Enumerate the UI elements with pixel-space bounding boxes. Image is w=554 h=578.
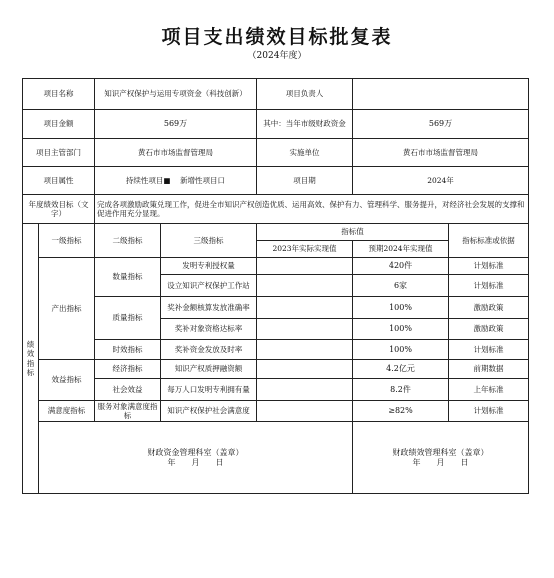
indicator-basis: 上年标准 [449,379,529,401]
indicator-basis: 激励政策 [449,297,529,319]
indicator-2024: 420件 [353,258,449,275]
attr-label: 项目属性 [23,167,95,195]
indicator-row [23,258,529,275]
col-level2: 二级指标 [95,224,161,258]
indicator-name: 发明专利授权量 [161,258,257,275]
row-goal [23,195,529,224]
indicator-basis: 计划标准 [449,275,529,297]
indicator-name: 奖补资金发放及时率 [161,340,257,360]
project-name-value: 知识产权保护与运用专项资金（科技创新） [95,79,257,110]
attr-option-new: 新增性项目口 [180,175,226,185]
indicator-row [23,401,529,422]
amount-value: 569万 [95,110,257,139]
indicator-2023 [257,379,353,401]
period-value: 2024年 [353,167,529,195]
indicator-2023 [257,340,353,360]
indicator-row [23,379,529,401]
indicator-name: 设立知识产权保护工作站 [161,275,257,297]
row-project-name [23,79,529,110]
fiscal-label: 其中：当年市级财政资金 [257,110,353,139]
indicator-2023 [257,275,353,297]
indicator-2024: ≥82% [353,401,449,422]
performance-office [353,422,529,494]
indicator-2024: 4.2亿元 [353,360,449,379]
sub-quality: 质量指标 [95,297,161,340]
sub-timeliness: 时效指标 [95,340,161,360]
indicator-2023 [257,319,353,340]
indicator-2024: 8.2件 [353,379,449,401]
col-value: 指标值 [257,224,449,241]
owner-label: 项目负责人 [257,79,353,110]
page-title: 项目支出绩效目标批复表 [161,26,393,48]
finance-fund-office [39,422,353,494]
indicator-2024: 6家 [353,275,449,297]
indicator-row [23,340,529,360]
page-year: （2024年度） [247,51,307,61]
indicator-row [23,360,529,379]
indicator-name: 奖补金额核算发放准确率 [161,297,257,319]
indicator-basis: 计划标准 [449,401,529,422]
indicator-basis: 激励政策 [449,319,529,340]
row-amount [23,110,529,139]
indicator-side-label [23,224,39,494]
indicator-basis: 前期数据 [449,360,529,379]
indicator-header-row [23,224,529,241]
indicator-2023 [257,360,353,379]
group-benefit: 效益指标 [39,360,95,401]
indicator-name: 每万人口发明专利拥有量 [161,379,257,401]
indicator-2024: 100% [353,319,449,340]
indicator-side-text: 绩效指标 [26,339,35,377]
owner-value [353,79,529,110]
indicator-name: 知识产权质押融资额 [161,360,257,379]
indicator-2024: 100% [353,297,449,319]
finance-fund-office-name: 财政资金管理科室（盖章） [147,447,244,457]
sub-service: 服务对象满意度指标 [95,401,161,422]
indicator-basis: 计划标准 [449,340,529,360]
amount-label: 项目金额 [23,110,95,139]
indicator-2023 [257,297,353,319]
attr-option-continuing: 持续性项目■ [125,175,171,185]
row-attribute [23,167,529,195]
dept-value: 黄石市市场监督管理局 [95,139,257,167]
col-level3: 三级指标 [161,224,257,258]
indicator-2023 [257,401,353,422]
approval-table [22,78,529,494]
exec-value: 黄石市市场监督管理局 [353,139,529,167]
indicator-name: 奖补对象资格达标率 [161,319,257,340]
finance-fund-office-date: 年 月 日 [167,457,224,467]
sub-quantity: 数量指标 [95,258,161,297]
sub-economic: 经济指标 [95,360,161,379]
col-2024: 预期2024年实现值 [353,241,449,258]
indicator-2023 [257,258,353,275]
col-level1: 一级指标 [39,224,95,258]
group-output: 产出指标 [39,258,95,360]
attr-options [95,167,257,195]
col-basis: 指标标准或依据 [449,224,529,258]
dept-label: 项目主管部门 [23,139,95,167]
signature-row [23,422,529,494]
goal-label: 年度绩效目标（文字） [23,195,95,224]
indicator-row [23,297,529,319]
sub-social: 社会效益 [95,379,161,401]
exec-label: 实施单位 [257,139,353,167]
indicator-basis: 计划标准 [449,258,529,275]
indicator-name: 知识产权保护社会满意度 [161,401,257,422]
performance-office-date: 年 月 日 [412,457,469,467]
group-satisfaction: 满意度指标 [39,401,95,422]
goal-text: 完成各项激励政策兑现工作，促进全市知识产权创造优质、运用高效、保护有力、管理科学、服务提升，对经济社会发展的支撑和促进作用充分显现。 [95,195,529,224]
col-2023: 2023年实际实现值 [257,241,353,258]
performance-office-name: 财政绩效管理科室（盖章） [392,447,489,457]
project-name-label: 项目名称 [23,79,95,110]
fiscal-value: 569万 [353,110,529,139]
indicator-2024: 100% [353,340,449,360]
row-department [23,139,529,167]
period-label: 项目期 [257,167,353,195]
